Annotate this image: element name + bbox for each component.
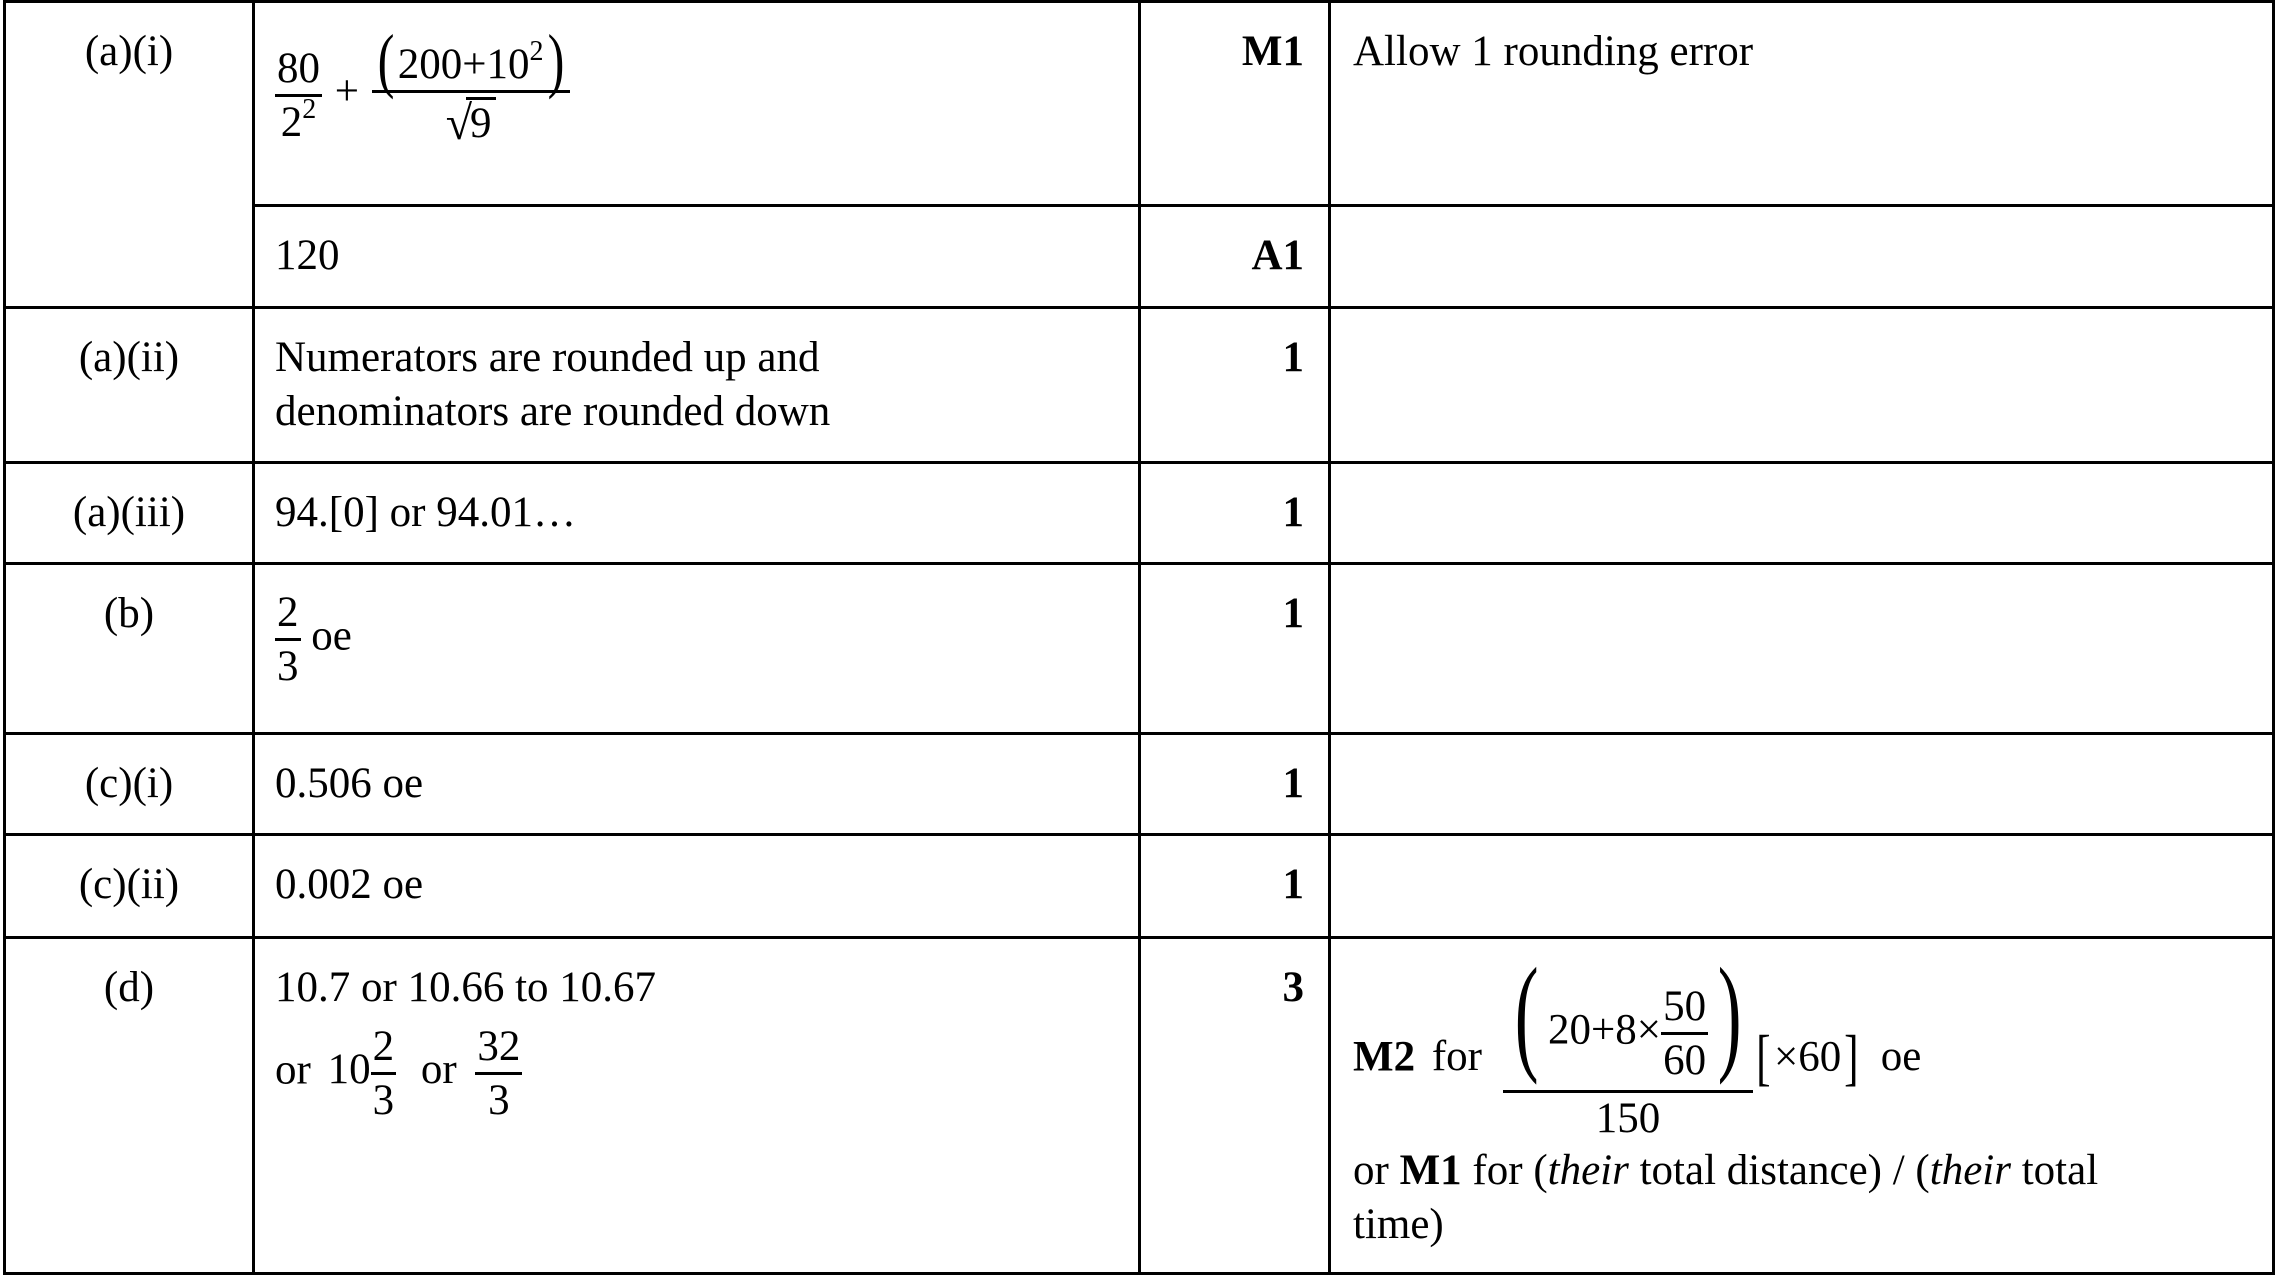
mark-value: 3 <box>1140 938 1330 1274</box>
fraction: $\frac{2}{3}$ <box>277 589 299 690</box>
answer-cell: Numerators are rounded up and denominators are rounded down <box>254 308 1140 463</box>
guidance-text <box>1330 206 2274 308</box>
mark-value: 1 <box>1140 734 1330 835</box>
answer-text: 0.506 oe <box>254 734 1140 835</box>
table-row <box>5 2 2274 206</box>
fraction: $\frac{32}{3}$ <box>477 1023 521 1124</box>
guidance-text <box>1330 308 2274 463</box>
part-label: (a)(ii) <box>5 308 254 463</box>
mark-scheme-table <box>3 0 2275 1275</box>
table-row <box>5 734 2274 835</box>
answer-cell: 10.7 or 10.66 to 10.67 or 10 $\frac{2}{3}$ or $\frac{32}{3}$ <box>254 938 1140 1274</box>
part-label: (c)(ii) <box>5 835 254 938</box>
answer-text: 120 <box>254 206 1140 308</box>
mark-value: 1 <box>1140 308 1330 463</box>
guidance-text <box>1330 463 2274 564</box>
table-row <box>5 206 2274 308</box>
answer-text: 94.[0] or 94.01… <box>254 463 1140 564</box>
guidance-text: Allow 1 rounding error <box>1330 2 2274 206</box>
table-row <box>5 463 2274 564</box>
mark-value: M1 <box>1140 2 1330 206</box>
part-label: (d) <box>5 938 254 1274</box>
part-label: (a)(i) <box>5 2 254 308</box>
fraction: $\frac{80}{2^2}$ <box>277 45 320 146</box>
table-row <box>5 938 2274 1274</box>
guidance-text <box>1330 564 2274 734</box>
table-row <box>5 308 2274 463</box>
guidance-text <box>1330 734 2274 835</box>
part-label: (b) <box>5 564 254 734</box>
mark-value: 1 <box>1140 463 1330 564</box>
fraction: $\frac{2}{3}$ <box>372 1023 395 1124</box>
part-label: (a)(iii) <box>5 463 254 564</box>
fraction: $\frac{(200+10^2)}{√9}$ <box>372 39 570 152</box>
answer-text: 0.002 oe <box>254 835 1140 938</box>
part-label: (c)(i) <box>5 734 254 835</box>
answer-alternatives: or 10 $\frac{2}{3}$ or $\frac{32}{3}$ <box>275 1023 521 1124</box>
m2-guidance: M2 for ( 20+8× $\frac{50}{60}$ ) 150 [×60] oe <box>1353 942 1922 1142</box>
answer-cell: $\frac{2}{3}$ oe <box>254 564 1140 734</box>
table-row <box>5 564 2274 734</box>
table-row <box>5 835 2274 938</box>
guidance-cell: M2 for ( 20+8× $\frac{50}{60}$ ) 150 [×60] oe or M1 for (their total distance) / (their total time) <box>1330 938 2274 1274</box>
guidance-text <box>1330 835 2274 938</box>
fraction: ( 20+8× $\frac{50}{60}$ ) 150 <box>1503 977 1754 1144</box>
answer-cell <box>254 2 1140 206</box>
m1-guidance: or M1 for (their total distance) / (their total <box>1353 1147 2099 1194</box>
mark-value: 1 <box>1140 564 1330 734</box>
mark-value: A1 <box>1140 206 1330 308</box>
mark-value: 1 <box>1140 835 1330 938</box>
plus-sign: + <box>334 68 360 116</box>
expression-a-i <box>275 20 1118 152</box>
